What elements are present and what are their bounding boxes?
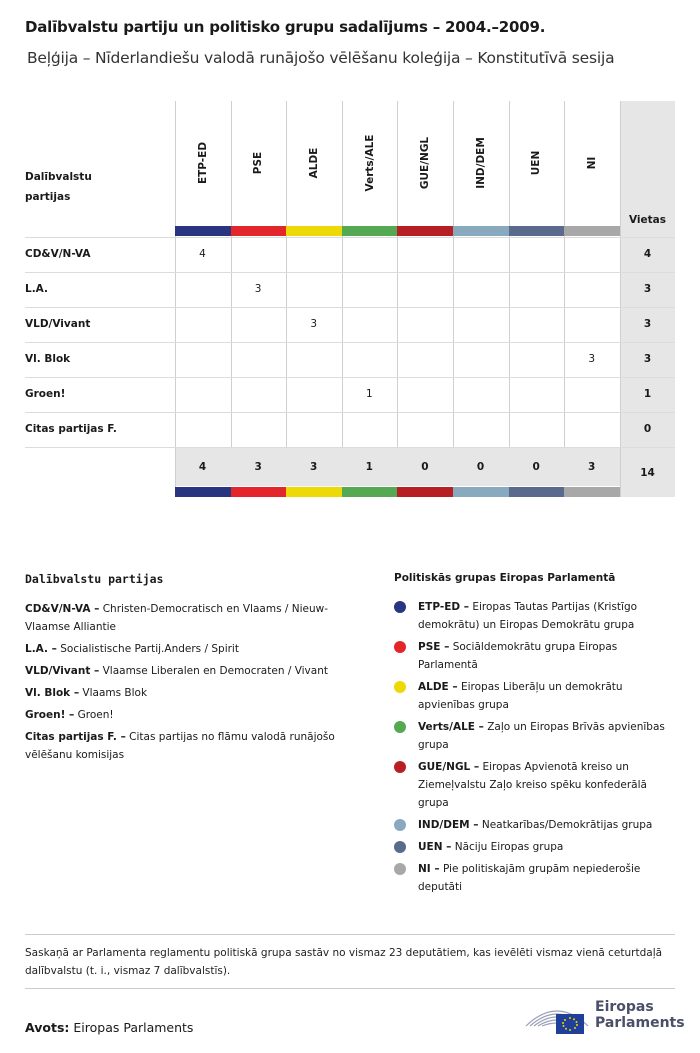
group-legend <box>394 572 679 900</box>
table-cell <box>564 377 619 412</box>
group-color-bar <box>231 487 287 497</box>
table-cell <box>564 307 619 342</box>
grand-total: 14 <box>640 467 655 479</box>
ep-logo <box>522 996 685 1038</box>
group-color-bar <box>231 226 287 236</box>
party-legend-heading: Dalībvalstu partijas <box>25 572 164 586</box>
table-cell <box>286 377 341 412</box>
divider <box>25 934 675 935</box>
table-cell <box>175 412 230 447</box>
group-header-uen <box>526 119 546 229</box>
table-cell <box>397 307 452 342</box>
party-fullname: Vlaamse Liberalen en Democraten / Vivant <box>102 665 328 677</box>
table-cell <box>286 342 341 377</box>
table-cell <box>397 377 452 412</box>
table-cell <box>509 237 564 272</box>
party-legend-item <box>25 728 355 764</box>
party-fullname: Vlaams Blok <box>82 687 148 699</box>
table-cell <box>231 237 286 272</box>
table-cell <box>175 342 230 377</box>
party-legend-item <box>25 684 355 702</box>
table-row-party: Vl. Blok <box>25 353 71 365</box>
group-header-alde <box>304 119 324 229</box>
table-cell <box>286 237 341 272</box>
group-legend-item <box>394 758 679 812</box>
party-abbr: Vl. Blok – <box>25 687 80 699</box>
footnote: Saskaņā ar Parlamenta reglamentu politiskā grupa sastāv no vismaz 23 deputātiem, kas ievēlēti vismaz vienā ceturtdaļā dalībvalstu (t. i., vismaz 7 dalībvalstīs). <box>25 947 663 977</box>
group-color-bar <box>453 487 509 497</box>
group-color-bar <box>509 226 565 236</box>
group-abbr: ALDE – <box>418 681 458 693</box>
table-row-party: Citas partijas F. <box>25 423 117 435</box>
group-color-bar <box>509 487 565 497</box>
table-cell <box>509 272 564 307</box>
group-color-bar <box>564 487 620 497</box>
table-cell <box>342 412 397 447</box>
party-fullname: Socialistische Partij.Anders / Spirit <box>60 643 239 655</box>
group-fullname: Neatkarības/Demokrātijas grupa <box>481 819 653 831</box>
table-row-party: VLD/Vivant <box>25 318 91 330</box>
table-cell <box>509 342 564 377</box>
group-color-bar <box>342 226 398 236</box>
group-header-label: NI <box>586 156 598 170</box>
table-cell <box>453 412 508 447</box>
party-column-header: Dalībvalstu partijas <box>25 171 92 203</box>
table-cell <box>564 272 619 307</box>
table-cell <box>342 272 397 307</box>
group-color-bar <box>175 487 231 497</box>
group-legend-item <box>394 678 679 714</box>
group-color-bar <box>564 226 620 236</box>
group-color-bar <box>397 226 453 236</box>
party-fullname: Groen! <box>77 709 114 721</box>
group-header-vertsale <box>360 119 380 229</box>
group-legend-heading: Politiskās grupas Eiropas Parlamentā <box>394 572 616 584</box>
party-legend <box>25 572 355 768</box>
table-cell <box>231 412 286 447</box>
group-header-etped <box>193 119 213 229</box>
table-cell <box>342 307 397 342</box>
group-color-dot-icon <box>394 641 406 653</box>
page-title: Dalībvalstu partiju un politisko grupu sadalījums – 2004.–2009. <box>25 18 546 36</box>
party-legend-item <box>25 640 355 658</box>
table-cell <box>397 272 452 307</box>
group-header-label: IND/DEM <box>474 137 487 189</box>
group-abbr: IND/DEM – <box>418 819 479 831</box>
table-cell <box>453 272 508 307</box>
vietas-column-header: Vietas <box>628 214 667 226</box>
group-header-label: UEN <box>530 150 543 176</box>
row-total: 0 <box>643 423 652 435</box>
party-legend-item <box>25 600 355 636</box>
group-legend-item <box>394 638 679 674</box>
table-cell <box>509 307 564 342</box>
table-cell <box>453 342 508 377</box>
table-cell <box>342 342 397 377</box>
group-color-bar <box>286 226 342 236</box>
table-cell: 3 <box>588 353 596 365</box>
group-header-label: Verts/ALE <box>363 134 376 192</box>
table-cell <box>286 272 341 307</box>
group-sum: 0 <box>476 461 485 473</box>
source-value: Eiropas Parlaments <box>73 1020 194 1035</box>
group-legend-item <box>394 598 679 634</box>
group-abbr: GUE/NGL – <box>418 761 480 773</box>
party-legend-item <box>25 662 355 680</box>
table-cell <box>453 377 508 412</box>
group-fullname: Pie politiskajām grupām nepiederošie deputāti <box>418 863 641 893</box>
group-fullname: Nāciju Eiropas grupa <box>454 841 564 853</box>
group-abbr: UEN – <box>418 841 452 853</box>
party-abbr: L.A. – <box>25 643 57 655</box>
table-cell <box>286 412 341 447</box>
table-cell: 1 <box>365 388 373 400</box>
row-total: 3 <box>643 283 652 295</box>
group-header-ni <box>582 119 602 229</box>
group-header-label: GUE/NGL <box>419 136 432 190</box>
source-label: Avots: <box>25 1020 70 1035</box>
table-cell <box>231 342 286 377</box>
group-legend-item <box>394 860 679 896</box>
group-color-dot-icon <box>394 601 406 613</box>
table-cell <box>509 377 564 412</box>
group-sum: 3 <box>254 461 262 473</box>
group-color-bar <box>397 487 453 497</box>
table-cell <box>175 307 230 342</box>
table-cell: 3 <box>254 283 262 295</box>
table-cell <box>564 412 619 447</box>
group-fullname: Eiropas Apvienotā kreiso un Ziemeļvalstu Zaļo kreiso spēku konfederālā grupa <box>418 761 647 809</box>
table-row-party: L.A. <box>25 283 48 295</box>
group-fullname: Zaļo un Eiropas Brīvās apvienības grupa <box>418 721 665 751</box>
party-abbr: Citas partijas F. – <box>25 731 126 743</box>
table-cell <box>342 237 397 272</box>
group-abbr: NI – <box>418 863 440 875</box>
group-sum: 3 <box>310 461 318 473</box>
table-row-party: Groen! <box>25 388 66 400</box>
group-header-guengl <box>415 119 435 229</box>
party-legend-item <box>25 706 355 724</box>
group-color-bar <box>286 487 342 497</box>
group-header-label: ALDE <box>308 147 320 179</box>
table-cell <box>397 237 452 272</box>
group-color-dot-icon <box>394 841 406 853</box>
group-header-inddem <box>471 119 491 229</box>
group-color-dot-icon <box>394 863 406 875</box>
table-cell <box>231 307 286 342</box>
row-total: 4 <box>643 248 652 260</box>
page-subtitle: Beļģija – Nīderlandiešu valodā runājošo vēlēšanu koleģija – Konstitutīvā sesija <box>27 49 615 67</box>
table-row-party: CD&V/N-VA <box>25 248 91 260</box>
table-cell <box>175 377 230 412</box>
group-color-dot-icon <box>394 721 406 733</box>
group-header-label: PSE <box>252 151 265 175</box>
group-legend-item <box>394 718 679 754</box>
group-fullname: Eiropas Tautas Partijas (Kristīgo demokrātu) un Eiropas Demokrātu grupa <box>418 601 638 631</box>
group-legend-item <box>394 816 679 834</box>
table-cell <box>397 342 452 377</box>
group-sum: 3 <box>588 461 596 473</box>
row-total: 3 <box>643 353 652 365</box>
party-abbr: CD&V/N-VA – <box>25 603 100 615</box>
group-fullname: Eiropas Liberāļu un demokrātu apvienības grupa <box>418 681 623 711</box>
group-sum: 1 <box>365 461 373 473</box>
group-sum: 4 <box>198 461 207 473</box>
table-cell <box>397 412 452 447</box>
parliament-hemicycle-icon <box>522 996 592 1038</box>
group-color-dot-icon <box>394 761 406 773</box>
group-header-label: ETP-ED <box>196 141 209 185</box>
table-cell <box>564 237 619 272</box>
table-cell <box>175 272 230 307</box>
table-cell <box>453 237 508 272</box>
group-sum: 0 <box>421 461 429 473</box>
table-cell: 4 <box>199 248 206 260</box>
group-color-bar <box>453 226 509 236</box>
group-color-bar <box>175 226 231 236</box>
group-color-dot-icon <box>394 819 406 831</box>
group-sum: 0 <box>532 461 540 473</box>
logo-wordmark: Eiropas Parlaments <box>595 999 685 1031</box>
table-cell <box>453 307 508 342</box>
table-cell <box>509 412 564 447</box>
group-abbr: ETP-ED – <box>418 601 469 613</box>
group-color-dot-icon <box>394 681 406 693</box>
source-line <box>25 1020 193 1035</box>
table-cell: 3 <box>310 318 318 330</box>
row-total: 3 <box>643 318 652 330</box>
group-color-bar <box>342 487 398 497</box>
party-abbr: VLD/Vivant – <box>25 665 100 677</box>
party-abbr: Groen! – <box>25 709 75 721</box>
group-legend-item <box>394 838 679 856</box>
group-header-pse <box>248 119 268 229</box>
divider <box>25 988 675 989</box>
table-cell <box>231 377 286 412</box>
group-fullname: Sociāldemokrātu grupa Eiropas Parlamentā <box>418 641 618 671</box>
party-fullname: Christen-Democratisch en Vlaams / Nieuw-Vlaamse Alliantie <box>25 603 329 633</box>
row-total: 1 <box>643 388 652 400</box>
party-fullname: Citas partijas no flāmu valodā runājošo vēlēšanu komisijas <box>25 731 335 761</box>
group-abbr: PSE – <box>418 641 450 653</box>
group-abbr: Verts/ALE – <box>418 721 484 733</box>
